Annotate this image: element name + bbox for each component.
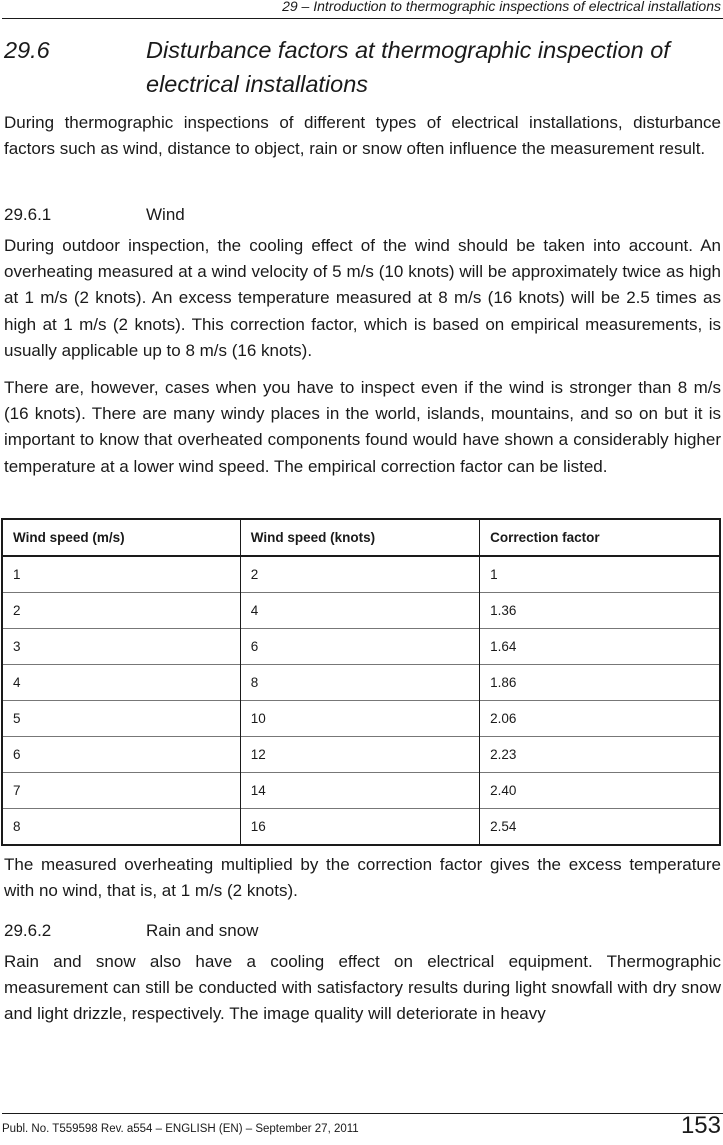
table-header-cell: Wind speed (m/s) bbox=[2, 519, 240, 556]
page-number: 153 bbox=[680, 1112, 721, 1139]
table-cell: 8 bbox=[2, 809, 240, 846]
rain-paragraph-1: Rain and snow also have a cooling effect on electrical equipment. Thermographic measurement can still be conducted with satisfactory results during light snowfall with dry snow and light drizzle, respectively. The image quality will deteriorate in heavy bbox=[4, 952, 721, 1024]
publication-info: Publ. No. T559598 Rev. a554 – ENGLISH (EN) – September 27, 2011 bbox=[2, 1123, 359, 1135]
table-cell: 16 bbox=[240, 809, 479, 846]
table-header-row bbox=[2, 519, 720, 556]
footer-rule bbox=[2, 1113, 723, 1114]
table-header-cell: Wind speed (knots) bbox=[240, 519, 479, 556]
table-cell: 6 bbox=[240, 629, 479, 665]
table-cell: 1.36 bbox=[480, 593, 720, 629]
table-cell: 1 bbox=[13, 567, 21, 582]
table-cell: 12 bbox=[240, 737, 479, 773]
table-cell: 14 bbox=[240, 773, 479, 809]
table-row bbox=[2, 809, 720, 846]
table-cell: 2.54 bbox=[480, 809, 720, 846]
table-cell: 5 bbox=[2, 701, 240, 737]
table-cell: 8 bbox=[240, 665, 479, 701]
header-rule bbox=[2, 18, 723, 19]
table-row bbox=[2, 556, 720, 593]
subsection-title: Rain and snow bbox=[146, 921, 259, 940]
table-row bbox=[2, 665, 720, 701]
table-row bbox=[2, 701, 720, 737]
table-cell: 4 bbox=[2, 665, 240, 701]
table-cell: 6 bbox=[2, 737, 240, 773]
table-cell: 1.86 bbox=[480, 665, 720, 701]
table-cell: 2.23 bbox=[480, 737, 720, 773]
table-row bbox=[2, 629, 720, 665]
table-row bbox=[2, 593, 720, 629]
section-title: Disturbance factors at thermographic inspection of electrical installations bbox=[146, 37, 670, 97]
table-cell: 2.06 bbox=[480, 701, 720, 737]
subsection-number: 29.6.1 bbox=[4, 205, 52, 224]
table-cell: 4 bbox=[240, 593, 479, 629]
table-cell: 2 bbox=[2, 593, 240, 629]
table-cell: 3 bbox=[2, 629, 240, 665]
correction-factor-table bbox=[1, 518, 721, 846]
running-header: 29 – Introduction to thermographic inspections of electrical installations bbox=[282, 0, 721, 14]
table-cell: 2.40 bbox=[480, 773, 720, 809]
table-cell: 1.64 bbox=[480, 629, 720, 665]
subsection-number: 29.6.2 bbox=[4, 921, 52, 940]
table-row bbox=[2, 773, 720, 809]
subsection-title: Wind bbox=[146, 205, 185, 224]
table-cell: 2 bbox=[240, 556, 479, 593]
intro-paragraph: During thermographic inspections of different types of electrical installations, disturbance factors such as wind, distance to object, rain or snow often influence the measurement result. bbox=[4, 113, 721, 159]
table-cell: 7 bbox=[2, 773, 240, 809]
wind-paragraph-2: There are, however, cases when you have to inspect even if the wind is stronger than 8 m/s (16 knots). There are many windy places in the world, islands, mountains, and so on but it is important to know that overheated components found would have shown a considerably higher temperature at a lower wind speed. The empirical correction factor can be listed. bbox=[4, 378, 721, 476]
table-header-cell: Correction factor bbox=[480, 519, 720, 556]
wind-paragraph-1: During outdoor inspection, the cooling effect of the wind should be taken into account. An overheating measured at a wind velocity of 5 m/s (10 knots) will be approximately twice as high at 1 m/s (2 knots). An excess temperature measured at 8 m/s (16 knots) will be 2.5 times as high at 1 m/s (2 knots). This correction factor, which is based on empirical measurements, is usually applicable up to 8 m/s (16 knots). bbox=[4, 236, 721, 360]
table-cell: 1 bbox=[480, 556, 720, 593]
after-table-paragraph: The measured overheating multiplied by the correction factor gives the excess temperature with no wind, that is, at 1 m/s (2 knots). bbox=[4, 855, 721, 901]
section-number: 29.6 bbox=[4, 37, 50, 63]
table-row bbox=[2, 737, 720, 773]
table-cell: 10 bbox=[240, 701, 479, 737]
